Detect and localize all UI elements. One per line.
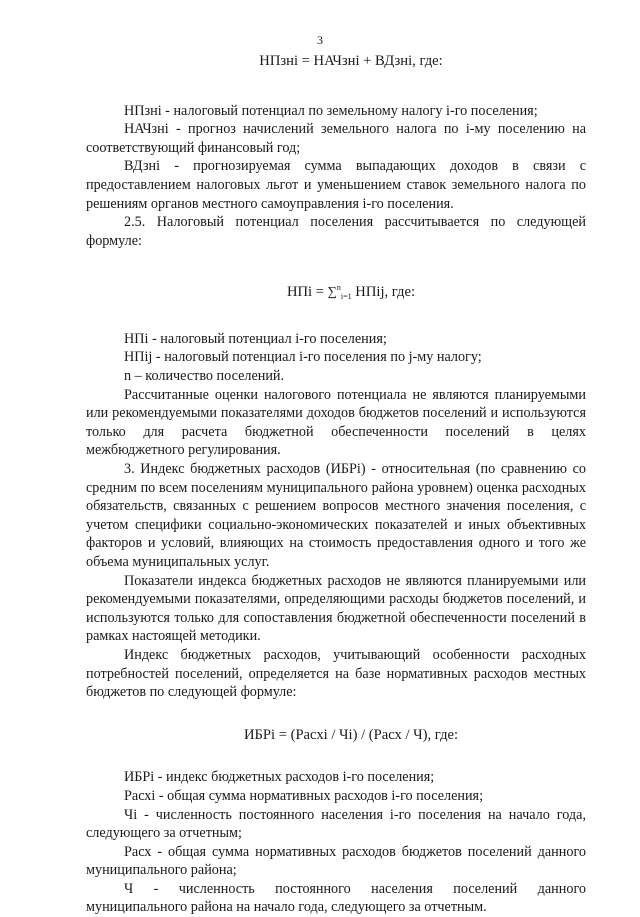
definition-npzni: НПзнi - налоговый потенциал по земельному налогу i-го поселения; [124,102,538,119]
definition-ch: Ч - численность постоянного населения поселений данного муниципального района на начало года, следующего за отчетным. [86,880,586,916]
definition-vdzni: ВДзнi - прогнозируемая сумма выпадающих доходов в связи с предоставлением налоговых льгот и уменьшением ставок земельного налога по решениям органов местного самоуправления i-го поселения. [86,158,586,212]
formula2-lhs: НПi = [286,284,328,301]
definition-npi: НПi - налоговый потенциал i-го поселения; [124,330,387,347]
section-3: 3. Индекс бюджетных расходов (ИБРi) - относительная (по сравнению со средним по всем поселениям муниципального района уровнем) оценка расходных обязательств, связанных с решением вопросов местного значения поселения, с учетом специфики социально-экономических показателей и иных объективных факторов и условий, влияющих на стоимость предоставления одного и того же объема муниципальных услуг. [86,461,586,570]
section-2-5: 2.5. Налоговый потенциал поселения рассчитывается по следующей формуле: [86,214,586,249]
formula-tax-potential-sum [86,279,586,307]
formula-land-tax-potential: НПзнi = НАЧзнi + ВДзнi, где: [259,53,443,69]
document-body [86,52,586,917]
paragraph-indicators: Показатели индекса бюджетных расходов не являются планируемыми или рекомендуемыми показателями, определяющими расходы бюджетов поселений, и используются только для сопоставления бюджетной обеспеченности поселений в рамках настоящей методики. [86,572,586,645]
definition-npij: НПij - налоговый потенциал i-го поселения по j-му налогу; [124,349,482,366]
formula-budget-expense-index: ИБРi = (Расхi / Чi) / (Расх / Ч), где: [243,726,459,743]
formula2-rhs: НПij, где: [351,284,416,301]
definition-nachzni: НАЧзнi - прогноз начислений земельного налога по i-му поселению на соответствующий финансовый год; [86,121,586,156]
paragraph-index: Индекс бюджетных расходов, учитывающий особенности расходных потребностей поселений, определяется на базе нормативных расходов местных бюджетов по следующей формуле: [86,646,586,701]
definition-raskhi: Расхi - общая сумма нормативных расходов i-го поселения; [124,787,484,804]
sum-symbol: ∑$^n_{i=1}$ [327,283,352,302]
definition-n: n – количество поселений. [124,368,285,385]
sum-lower-limit: i=1 [340,292,352,302]
definition-ibri: ИБРi - индекс бюджетных расходов i-го поселения; [124,769,435,786]
definition-raskh: Расх - общая сумма нормативных расходов бюджетов поселений данного муниципального района; [86,843,586,879]
definition-chi: Чi - численность постоянного населения i-го поселения на начало года, следующего за отчетным; [86,806,586,842]
sum-upper-limit: n [336,283,341,293]
paragraph-estimates: Рассчитанные оценки налогового потенциала не являются планируемыми или рекомендуемыми показателями доходов бюджетов поселений и используются только для расчета бюджетной обеспеченности поселений в целях межбюджетного регулирования. [86,386,586,459]
page-number: 3 [317,33,323,47]
